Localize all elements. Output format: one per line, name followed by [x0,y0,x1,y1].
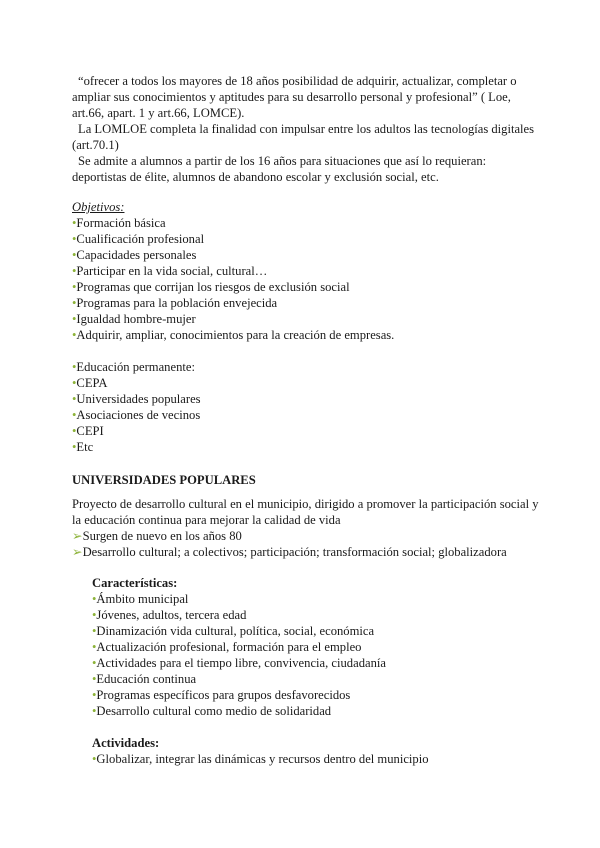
section-heading: UNIVERSIDADES POPULARES [72,473,256,487]
bullet-icon: • [92,640,97,654]
bullet-icon: • [72,328,77,342]
caracteristicas-section [92,575,562,719]
list-item: •Educación continua [92,672,197,686]
list-item: •Programas específicos para grupos desfavorecidos [92,688,351,702]
intro-line: deportistas de élite, alumnos de abandono escolar y exclusión social, etc. [72,170,439,184]
arrow-bullet-icon: ➢ [72,529,83,543]
bullet-icon: • [92,592,97,606]
section-description: Proyecto de desarrollo cultural en el municipio, dirigido a promover la participación social y [72,497,539,511]
list-item: •Globalizar, integrar las dinámicas y recursos dentro del municipio [92,752,429,766]
intro-paragraph [72,73,542,185]
bullet-icon: • [72,360,77,374]
bullet-icon: • [72,312,77,326]
intro-line: La LOMLOE completa la finalidad con impulsar entre los adultos las tecnologías digitales [78,122,535,136]
intro-line: art.66, apart. 1 y art.66, LOMCE). [72,106,245,120]
list-item: •Dinamización vida cultural, política, social, económica [92,624,375,638]
list-item: •Jóvenes, adultos, tercera edad [92,608,247,622]
caracteristicas-title: Características: [92,576,178,590]
bullet-icon: • [92,688,97,702]
bullet-icon: • [72,424,77,438]
list-item: •CEPA [72,376,108,390]
bullet-icon: • [72,216,77,230]
bullet-icon: • [92,704,97,718]
bullet-icon: • [72,296,77,310]
list-item: •Adquirir, ampliar, conocimientos para la creación de empresas. [72,328,395,342]
list-item: •Asociaciones de vecinos [72,408,201,422]
bullet-icon: • [72,392,77,406]
universidades-section [72,472,542,560]
arrow-item: ➢Surgen de nuevo en los años 80 [72,529,242,543]
bullet-icon: • [72,248,77,262]
list-item: •Desarrollo cultural como medio de solidaridad [92,704,332,718]
actividades-section [92,735,562,767]
section-description: la educación continua para mejorar la calidad de vida [72,513,341,527]
bullet-icon: • [72,280,77,294]
list-item: •CEPI [72,424,104,438]
objetivos-title: Objetivos: [72,200,125,214]
bullet-icon: • [72,264,77,278]
bullet-icon: • [92,656,97,670]
list-item: •Educación permanente: [72,360,195,374]
bullet-icon: • [92,752,97,766]
educacion-section [72,359,542,455]
list-item: •Etc [72,440,94,454]
bullet-icon: • [92,608,97,622]
list-item: •Participar en la vida social, cultural… [72,264,268,278]
list-item: •Programas para la población envejecida [72,296,278,310]
arrow-bullet-icon: ➢ [72,545,83,559]
bullet-icon: • [92,672,97,686]
bullet-icon: • [72,440,77,454]
list-item: •Actividades para el tiempo libre, convivencia, ciudadanía [92,656,386,670]
objetivos-section [72,199,542,343]
arrow-item: ➢Desarrollo cultural; a colectivos; participación; transformación social; globalizadora [72,545,507,559]
list-item: •Capacidades personales [72,248,197,262]
bullet-icon: • [72,408,77,422]
list-item: •Ámbito municipal [92,592,189,606]
list-item: •Igualdad hombre-mujer [72,312,196,326]
intro-line: “ofrecer a todos los mayores de 18 años posibilidad de adquirir, actualizar, completar o [78,74,517,88]
list-item: •Cualificación profesional [72,232,205,246]
bullet-icon: • [72,376,77,390]
list-item: •Actualización profesional, formación para el empleo [92,640,362,654]
bullet-icon: • [92,624,97,638]
intro-line: Se admite a alumnos a partir de los 16 años para situaciones que así lo requieran: [78,154,487,168]
bullet-icon: • [72,232,77,246]
intro-line: (art.70.1) [72,138,119,152]
actividades-title: Actividades: [92,736,160,750]
list-item: •Programas que corrijan los riesgos de exclusión social [72,280,350,294]
list-item: •Universidades populares [72,392,201,406]
list-item: •Formación básica [72,216,166,230]
intro-line: ampliar sus conocimientos y aptitudes para su desarrollo personal y profesional” ( Loe, [72,90,511,104]
